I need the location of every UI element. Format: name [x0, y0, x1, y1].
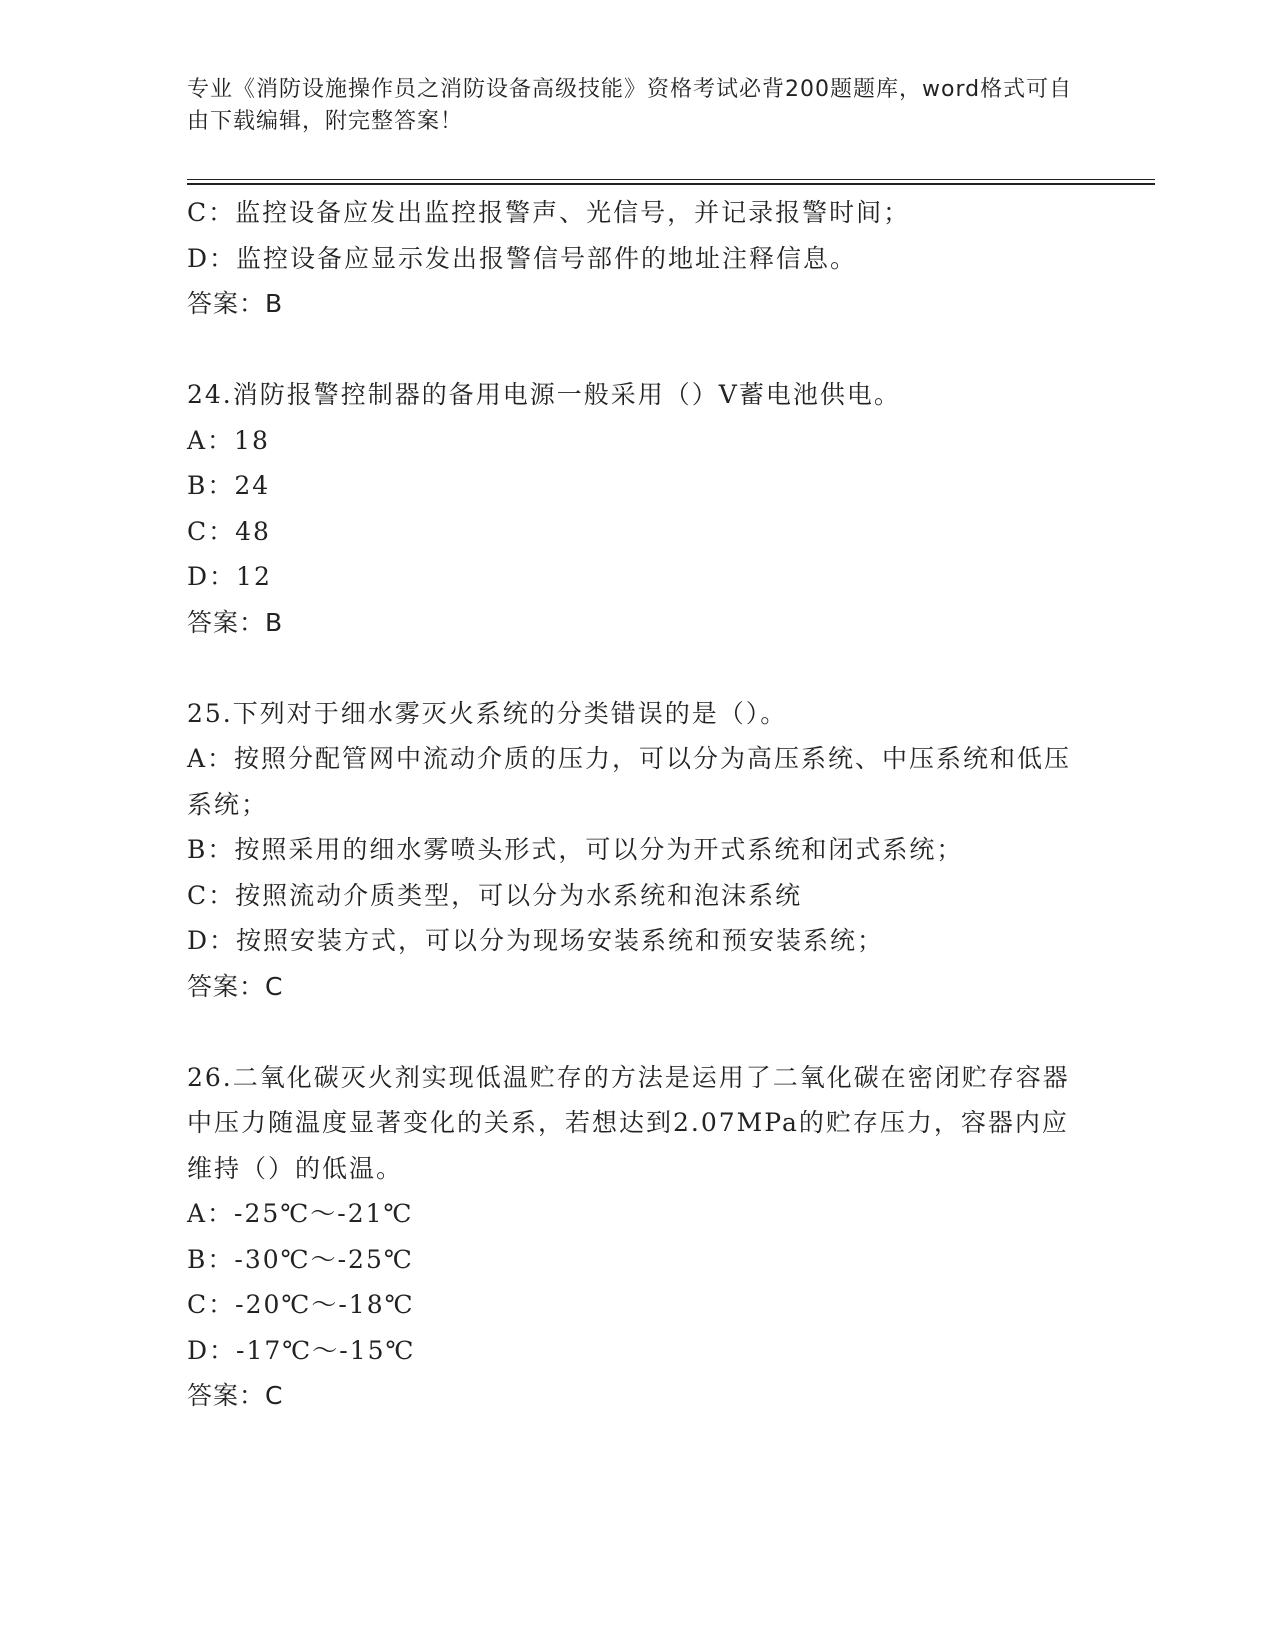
- option-d: D：监控设备应显示发出报警信号部件的地址注释信息。: [187, 243, 858, 273]
- document-header: 专业《消防设施操作员之消防设备高级技能》资格考试必背200题题库，word格式可自由下载编辑，附完整答案！: [187, 77, 1073, 134]
- option-d: D：12: [187, 562, 272, 591]
- answer-line: 答案：B: [187, 289, 284, 318]
- option-a: A：18: [187, 425, 270, 455]
- option-c: C：48: [187, 516, 271, 546]
- option-b: B：24: [187, 471, 271, 500]
- question-26: [187, 1055, 1087, 1419]
- question-stem: 26.二氧化碳灭火剂实现低温贮存的方法是运用了二氧化碳在密闭贮存容器中压力随温度显著变化的关系，若想达到2.07MPa的贮存压力，容器内应维持（）的低温。: [187, 1062, 1070, 1183]
- document-body: [187, 190, 1087, 1419]
- answer-line: 答案：C: [187, 971, 284, 1001]
- option-c: C：按照流动介质类型，可以分为水系统和泡沫系统: [187, 880, 803, 910]
- option-b: B：-30℃～-25℃: [187, 1244, 414, 1274]
- question-stem: 24.消防报警控制器的备用电源一般采用（）V蓄电池供电。: [187, 380, 901, 409]
- question-stem: 25.下列对于细水雾灭火系统的分类错误的是（）。: [187, 698, 788, 728]
- option-a: A：按照分配管网中流动介质的压力，可以分为高压系统、中压系统和低压系统；: [187, 744, 1072, 819]
- header-divider: [187, 179, 1155, 180]
- header-divider-thick: [187, 183, 1155, 185]
- option-c: C：-20℃～-18℃: [187, 1290, 415, 1319]
- option-c: C：监控设备应发出监控报警声、光信号，并记录报警时间；: [187, 198, 911, 227]
- option-d: D：-17℃～-15℃: [187, 1335, 416, 1365]
- answer-line: 答案：B: [187, 607, 284, 637]
- option-b: B：按照采用的细水雾喷头形式，可以分为开式系统和闭式系统；: [187, 835, 964, 864]
- option-d: D：按照安装方式，可以分为现场安装系统和预安装系统；: [187, 926, 885, 955]
- answer-line: 答案：C: [187, 1381, 284, 1410]
- question-fragment: [187, 190, 1087, 327]
- question-24: [187, 372, 1087, 645]
- question-25: [187, 691, 1087, 1010]
- spacer: [187, 1009, 1087, 1055]
- spacer: [187, 327, 1087, 373]
- option-a: A：-25℃～-21℃: [187, 1199, 414, 1228]
- spacer: [187, 645, 1087, 691]
